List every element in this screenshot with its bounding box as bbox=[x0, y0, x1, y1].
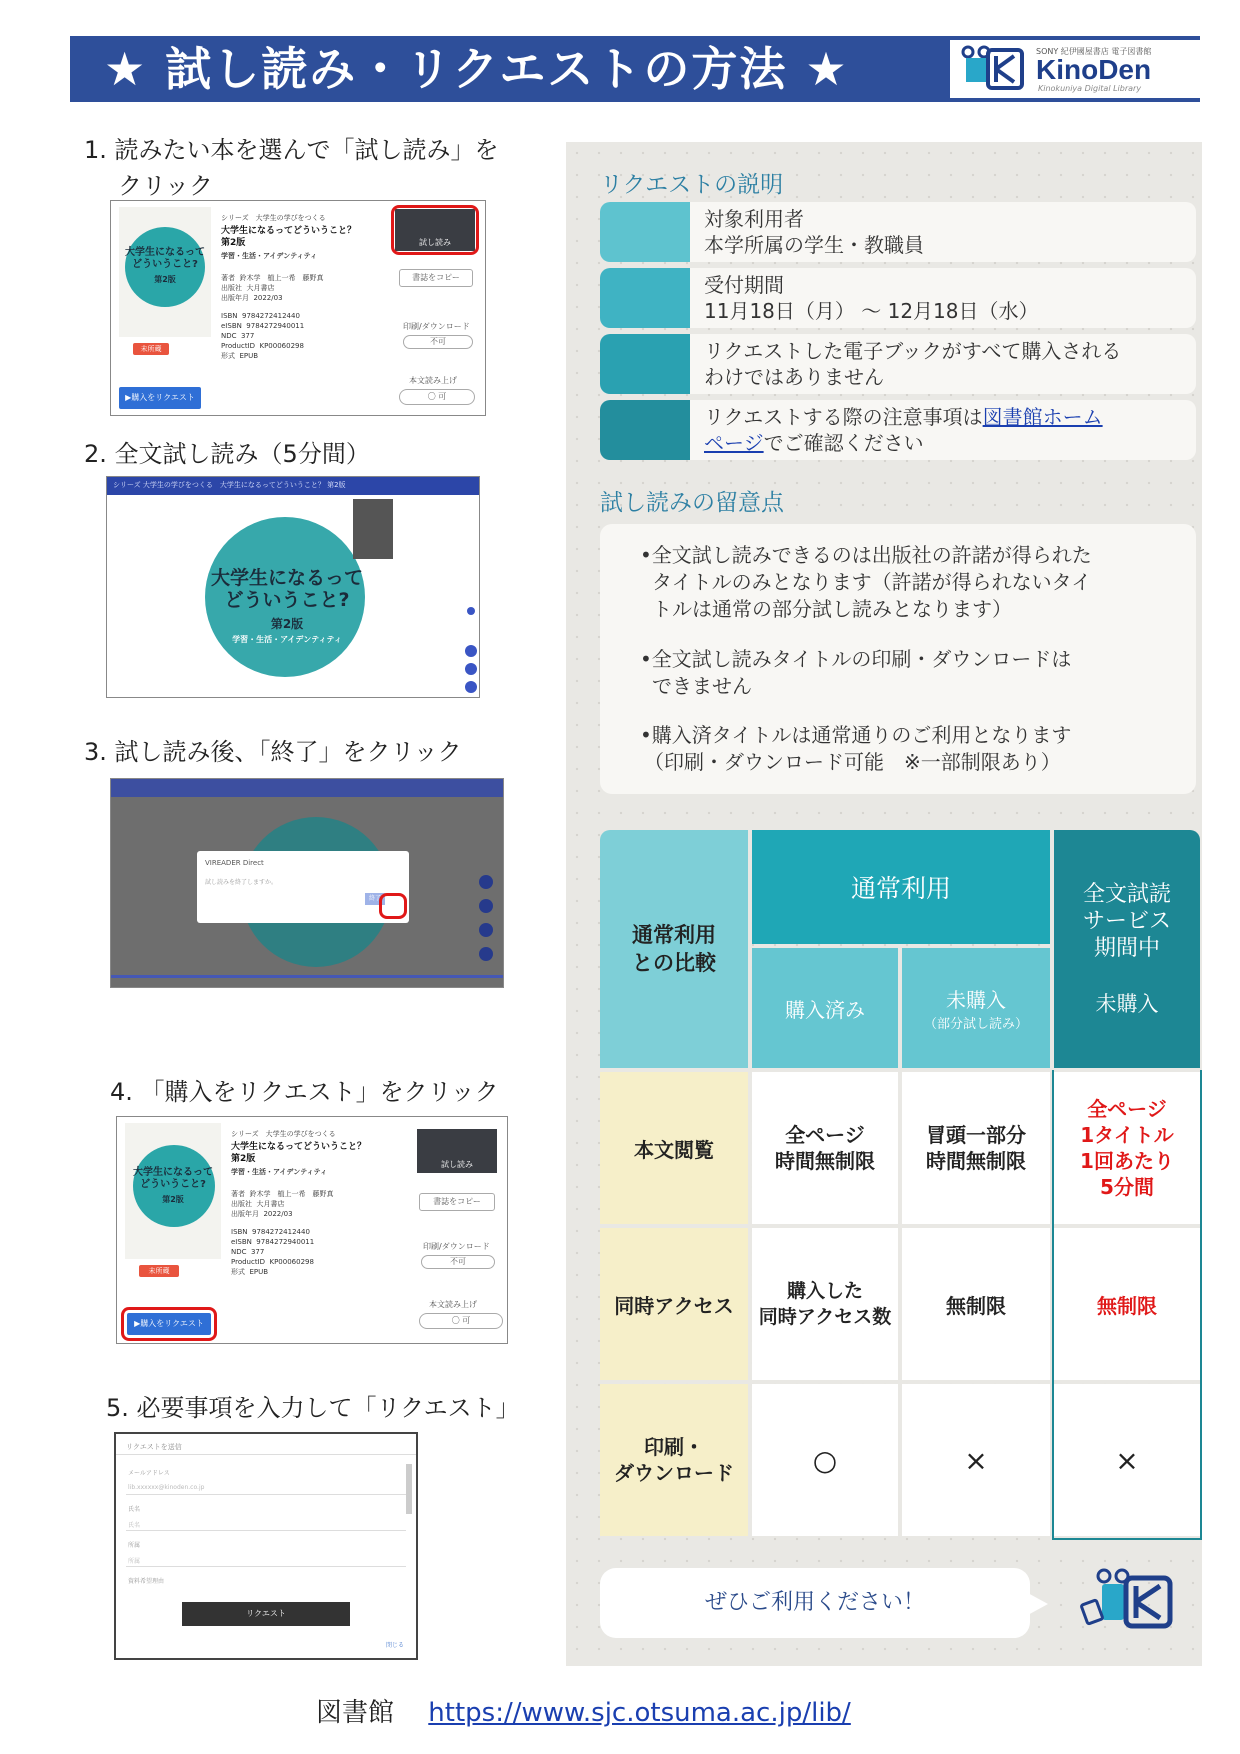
unowned-badge: 未所蔵 bbox=[133, 343, 169, 355]
book-format: 形式 EPUB bbox=[221, 352, 259, 360]
unowned-badge: 未所蔵 bbox=[139, 1265, 179, 1277]
book-authors: 著者 鈴木学 植上一希 藤野真 bbox=[231, 1190, 334, 1198]
step-1-title bbox=[84, 132, 499, 204]
step-number: 4. bbox=[110, 1078, 133, 1106]
book-eisbn: eISBN 9784272940011 bbox=[231, 1238, 315, 1246]
bubble-text: ぜひご利用ください！ bbox=[704, 1590, 925, 1615]
viewer-bar-title: シリーズ 大学生の学びをつくる 大学生になるってどういうこと？ 第2版 bbox=[113, 481, 346, 489]
normal-use-header: 通常利用 bbox=[752, 830, 1050, 944]
dept-label: 所属 bbox=[128, 1542, 141, 1549]
unpurchased-label: 未購入 bbox=[946, 988, 1006, 1012]
step-number: 1. bbox=[84, 136, 107, 164]
copy-bibliography-button[interactable]: 書誌をコピー bbox=[399, 269, 473, 287]
book-cover bbox=[125, 1123, 221, 1259]
email-label: メールアドレス bbox=[128, 1470, 170, 1477]
row-label-access: 同時アクセス bbox=[600, 1228, 748, 1380]
page-header bbox=[70, 36, 1200, 102]
download-button[interactable]: 不可 bbox=[403, 335, 473, 349]
note-line: •全文試し読みタイトルの印刷・ダウンロードは bbox=[640, 647, 1072, 671]
step-text: 試し読み後、「終了」をクリック bbox=[114, 738, 462, 766]
info-text bbox=[704, 272, 1039, 324]
trial-header bbox=[1054, 830, 1200, 1068]
book-eisbn: eISBN 9784272940011 bbox=[221, 322, 305, 330]
zoom-out-icon[interactable] bbox=[465, 663, 477, 675]
info-swatch bbox=[600, 334, 690, 394]
book-product-id: ProductID KP00060298 bbox=[221, 342, 304, 350]
book-detail-screenshot bbox=[110, 200, 486, 416]
book-edition: 第2版 bbox=[231, 1154, 256, 1164]
zoom-in-icon[interactable] bbox=[479, 875, 493, 889]
book-ndc: NDC 377 bbox=[231, 1248, 265, 1256]
note-item bbox=[640, 646, 1170, 700]
download-label: 印刷/ダウンロード bbox=[403, 322, 470, 331]
viewer-screenshot bbox=[106, 476, 480, 698]
close-link[interactable]: 閉じる bbox=[386, 1642, 405, 1649]
viewer-cover-edition: 第2版 bbox=[270, 617, 304, 631]
library-url-link[interactable]: https://www.sjc.otsuma.ac.jp/lib/ bbox=[428, 1698, 851, 1728]
row-label-print: 印刷・ ダウンロード bbox=[600, 1384, 748, 1536]
kinoden-logo-icon bbox=[958, 44, 1030, 94]
info-text bbox=[704, 404, 1103, 456]
footer-label: 図書館 bbox=[316, 1698, 395, 1728]
viewer-tab bbox=[353, 499, 393, 559]
exit-button[interactable]: 終了 bbox=[365, 893, 385, 905]
book-series: シリーズ 大学生の学びをつくる bbox=[231, 1130, 336, 1138]
email-field[interactable]: lib.xxxxxx@kinoden.co.jp bbox=[128, 1484, 205, 1491]
cell-access-purchased: 購入した 同時アクセス数 bbox=[752, 1228, 898, 1380]
info-text bbox=[704, 338, 1121, 390]
field-underline bbox=[126, 1566, 406, 1567]
exit-dialog bbox=[197, 851, 409, 923]
purchased-header: 購入済み bbox=[752, 948, 898, 1068]
trial-sublabel: 未購入 bbox=[1095, 991, 1159, 1016]
step-4-title bbox=[110, 1074, 499, 1110]
info-line: リクエストした電子ブックがすべて購入される bbox=[704, 339, 1122, 363]
logo-name: KinoDen bbox=[1036, 54, 1152, 85]
cell-print-trial: × bbox=[1054, 1384, 1200, 1536]
page-title: ★ 試し読み・リクエストの方法 ★ bbox=[104, 42, 849, 96]
book-ndc: NDC 377 bbox=[221, 332, 255, 340]
step-text: 「購入をリクエスト」をクリック bbox=[140, 1078, 499, 1106]
book-series: シリーズ 大学生の学びをつくる bbox=[221, 214, 326, 222]
kinoden-mascot-icon bbox=[1080, 1566, 1180, 1640]
book-title: 大学生になるってどういうこと？ bbox=[221, 226, 357, 236]
info-line: わけではありません bbox=[704, 365, 884, 389]
request-button-screenshot bbox=[116, 1116, 508, 1344]
cover-edition: 第2版 bbox=[154, 275, 176, 284]
read-aloud-label: 本文読み上げ bbox=[409, 376, 457, 385]
read-aloud-label: 本文読み上げ bbox=[429, 1300, 477, 1309]
info-swatch bbox=[600, 268, 690, 328]
viewer-cover-title: 大学生になるって どういうこと? bbox=[210, 567, 363, 611]
copy-bibliography-button[interactable]: 書誌をコピー bbox=[419, 1193, 495, 1211]
info-swatch bbox=[600, 400, 690, 460]
fit-icon[interactable] bbox=[479, 923, 493, 937]
kinoden-logo bbox=[950, 40, 1220, 98]
book-cover bbox=[119, 207, 211, 337]
step-number: 2. bbox=[84, 440, 107, 468]
info-row-not-guaranteed bbox=[600, 334, 1196, 394]
book-title: 大学生になるってどういうこと？ bbox=[231, 1142, 367, 1152]
cover-edition: 第2版 bbox=[162, 1195, 184, 1204]
request-purchase-button[interactable]: ▶購入をリクエスト bbox=[127, 1313, 211, 1335]
library-homepage-link[interactable]: 図書館ホーム bbox=[982, 405, 1103, 429]
unpurchased-sublabel: （部分試し読み） bbox=[923, 1017, 1028, 1032]
library-homepage-link[interactable]: ページ bbox=[704, 431, 764, 455]
cell-reading-trial: 全ページ 1タイトル 1回あたり 5分間 bbox=[1054, 1072, 1200, 1224]
row-label-reading: 本文閲覧 bbox=[600, 1072, 748, 1224]
table-corner-header: 通常利用 との比較 bbox=[600, 830, 748, 1068]
step-number: 5. bbox=[106, 1394, 129, 1422]
viewer-top-bar bbox=[107, 477, 480, 495]
book-publisher: 出版社 大月書店 bbox=[231, 1200, 285, 1208]
logo-subtitle: Kinokuniya Digital Library bbox=[1038, 84, 1142, 93]
highlight-ring bbox=[391, 205, 479, 255]
book-edition: 第2版 bbox=[221, 238, 246, 248]
dept-field[interactable]: 所属 bbox=[128, 1558, 141, 1565]
book-isbn: ISBN 9784272412440 bbox=[221, 312, 300, 320]
speech-bubble bbox=[600, 1568, 1030, 1638]
book-authors: 著者 鈴木学 植上一希 藤野真 bbox=[221, 274, 324, 282]
book-product-id: ProductID KP00060298 bbox=[231, 1258, 314, 1266]
request-purchase-button[interactable]: ▶購入をリクエスト bbox=[119, 387, 201, 409]
note-line: トルは通常の部分試し読みとなります） bbox=[652, 597, 1012, 621]
info-panel bbox=[566, 142, 1202, 1666]
purpose-label: 資料希望理由 bbox=[128, 1578, 165, 1585]
note-line: •購入済タイトルは通常通りのご利用となります bbox=[640, 723, 1072, 747]
cell-access-trial: 無制限 bbox=[1054, 1228, 1200, 1380]
highlight-ring bbox=[121, 1307, 217, 1341]
dialog-body: 試し読みを終了しますか。 bbox=[205, 879, 278, 886]
book-date: 出版年月 2022/03 bbox=[231, 1210, 293, 1218]
step-2-title bbox=[84, 436, 370, 472]
step-number: 3. bbox=[84, 738, 107, 766]
trial-read-button[interactable]: 試し読み bbox=[395, 209, 475, 251]
request-heading: リクエストの説明 bbox=[600, 172, 784, 198]
info-swatch bbox=[600, 202, 690, 262]
info-line: 本学所属の学生・教職員 bbox=[704, 233, 924, 257]
book-isbn: ISBN 9784272412440 bbox=[231, 1228, 310, 1236]
info-row-period bbox=[600, 268, 1196, 328]
book-publisher: 出版社 大月書店 bbox=[221, 284, 275, 292]
notes-box bbox=[600, 524, 1196, 794]
cover-title: 大学生になるって どういうこと? bbox=[133, 1167, 213, 1190]
unpurchased-header bbox=[902, 948, 1050, 1068]
note-line: （印刷・ダウンロード可能 ※一部制限あり） bbox=[644, 750, 1061, 774]
step-5-title bbox=[106, 1390, 520, 1426]
trial-label: 全文試読 サービス 期間中 bbox=[1082, 881, 1171, 961]
exit-dialog-screenshot bbox=[110, 778, 504, 988]
form-heading: リクエストを送信 bbox=[126, 1443, 182, 1451]
download-label: 印刷/ダウンロード bbox=[423, 1242, 490, 1251]
cell-reading-unpurchased: 冒頭一部分 時間無制限 bbox=[902, 1072, 1050, 1224]
progress-track[interactable] bbox=[111, 975, 504, 978]
info-text bbox=[704, 206, 924, 258]
viewer-top-bar-dim bbox=[111, 779, 504, 797]
cell-access-unpurchased: 無制限 bbox=[902, 1228, 1050, 1380]
info-line: リクエストする際の注意事項は bbox=[704, 405, 983, 429]
info-line: 受付期間 bbox=[704, 273, 784, 297]
menu-icon[interactable] bbox=[479, 947, 493, 961]
logo-caption: SONY 紀伊國屋書店 電子図書館 bbox=[1036, 47, 1152, 56]
name-field[interactable]: 氏名 bbox=[128, 1522, 141, 1529]
step-text: 全文試し読み（5分間） bbox=[114, 440, 370, 468]
step-text: 読みたい本を選んで「試し読み」を bbox=[114, 136, 499, 164]
book-format: 形式 EPUB bbox=[231, 1268, 269, 1276]
step-text-2: クリック bbox=[118, 172, 214, 200]
notes-heading: 試し読みの留意点 bbox=[600, 490, 784, 516]
read-aloud-button[interactable]: 〇 可 bbox=[399, 389, 475, 405]
note-item bbox=[640, 542, 1170, 623]
step-3-title bbox=[84, 734, 462, 770]
divider bbox=[116, 1454, 416, 1455]
book-date: 出版年月 2022/03 bbox=[221, 294, 283, 302]
menu-icon[interactable] bbox=[465, 681, 477, 693]
cell-print-purchased: ○ bbox=[752, 1384, 898, 1536]
info-line: 対象利用者 bbox=[704, 207, 804, 231]
bubble-tail bbox=[1026, 1592, 1048, 1616]
field-underline bbox=[126, 1530, 406, 1531]
read-aloud-button[interactable]: 〇 可 bbox=[419, 1313, 503, 1329]
download-button[interactable]: 不可 bbox=[421, 1255, 495, 1269]
note-line: できません bbox=[652, 674, 752, 698]
book-subtitle: 学習・生活・アイデンティティ bbox=[231, 1168, 328, 1176]
highlight-ring bbox=[379, 893, 407, 919]
book-subtitle: 学習・生活・アイデンティティ bbox=[221, 252, 318, 260]
next-page-icon[interactable] bbox=[467, 607, 475, 615]
request-submit-button[interactable]: リクエスト bbox=[182, 1602, 350, 1626]
scrollbar[interactable] bbox=[406, 1464, 412, 1514]
footer bbox=[316, 1692, 851, 1729]
zoom-in-icon[interactable] bbox=[465, 645, 477, 657]
cell-reading-purchased: 全ページ 時間無制限 bbox=[752, 1072, 898, 1224]
viewer-cover-subtitle: 学習・生活・アイデンティティ bbox=[232, 635, 342, 644]
step-text: 必要事項を入力して「リクエスト」 bbox=[136, 1394, 520, 1422]
note-line: •全文試し読みできるのは出版社の許諾が得られた bbox=[640, 543, 1092, 567]
info-row-users bbox=[600, 202, 1196, 262]
note-line: タイトルのみとなります（許諾が得られないタイ bbox=[652, 570, 1092, 594]
dialog-title: VIREADER Direct bbox=[205, 859, 264, 867]
zoom-out-icon[interactable] bbox=[479, 899, 493, 913]
request-form-screenshot bbox=[114, 1432, 418, 1660]
info-line: でご確認ください bbox=[763, 431, 924, 455]
trial-read-button[interactable]: 試し読み bbox=[417, 1129, 497, 1173]
info-row-notice bbox=[600, 400, 1196, 460]
name-label: 氏名 bbox=[128, 1506, 141, 1513]
info-line: 11月18日（月） ～ 12月18日（水） bbox=[704, 299, 1039, 323]
field-underline bbox=[126, 1494, 406, 1495]
note-item bbox=[640, 722, 1170, 776]
cover-title: 大学生になるって どういうこと? bbox=[125, 247, 205, 270]
cell-print-unpurchased: × bbox=[902, 1384, 1050, 1536]
